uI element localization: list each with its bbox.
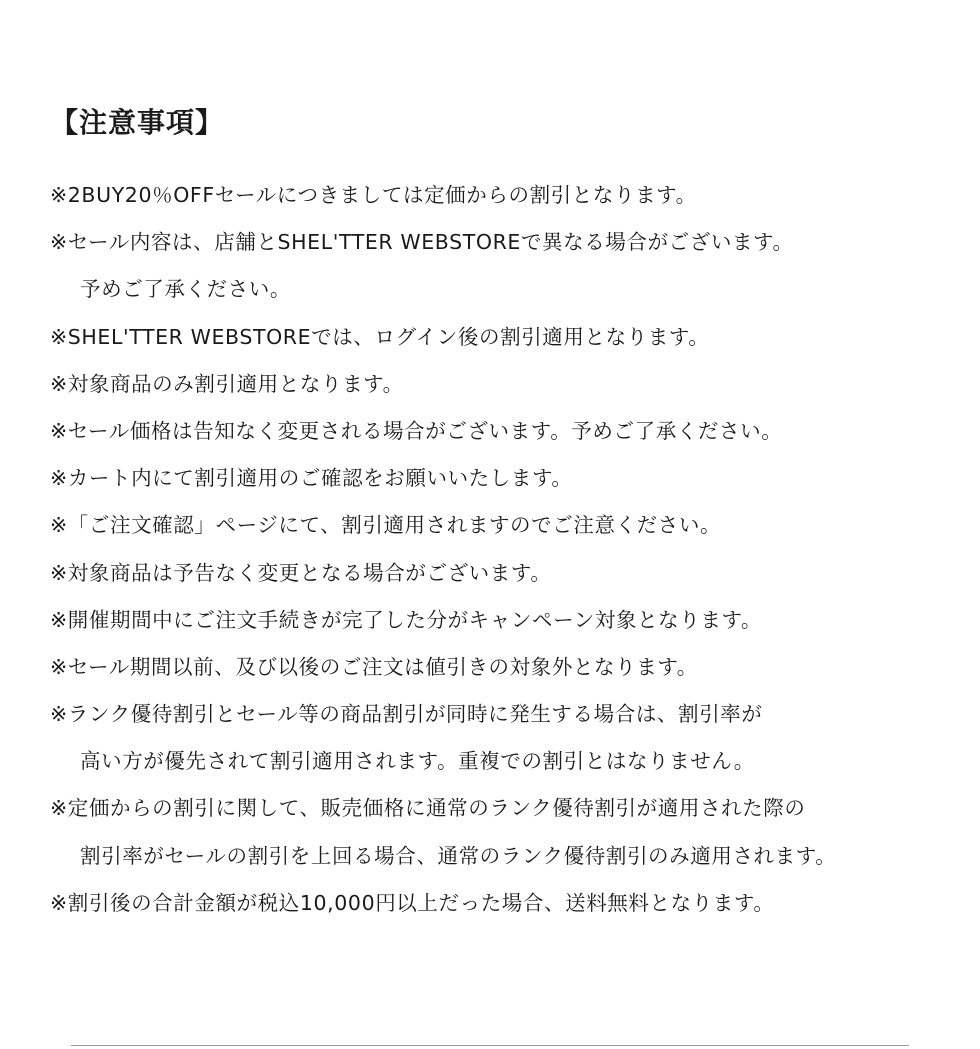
notice-item-campaign-period: ※開催期間中にご注文手続きが完了した分がキャンペーン対象となります。	[50, 607, 763, 632]
notice-item-cart-check: ※カート内にて割引適用のご確認をお願いいたします。	[50, 466, 573, 491]
notice-list	[50, 172, 970, 927]
notice-item-list-price-discount-cont: 割引率がセールの割引を上回る場合、通常のランク優待割引のみ適用されます。	[80, 843, 837, 868]
notice-title: 【注意事項】	[50, 106, 225, 139]
notice-item-target-change: ※対象商品は予告なく変更となる場合がございます。	[50, 560, 552, 585]
notice-item-price-change: ※セール価格は告知なく変更される場合がございます。予めご了承ください。	[50, 418, 783, 443]
notice-item-store-difference: ※セール内容は、店舗とSHEL'TTER WEBSTOREで異なる場合がございます。	[50, 230, 794, 255]
notice-item-rank-discount-cont: 高い方が優先されて割引適用されます。重複での割引とはなりません。	[80, 749, 755, 774]
bottom-divider	[71, 1045, 909, 1046]
notice-item-order-confirm-page: ※「ご注文確認」ページにて、割引適用されますのでご注意ください。	[50, 513, 722, 538]
notice-item-store-difference-cont: 予めご了承ください。	[80, 277, 291, 302]
notice-item-rank-discount: ※ランク優待割引とセール等の商品割引が同時に発生する場合は、割引率が	[50, 702, 763, 727]
notice-item-outside-period: ※セール期間以前、及び以後のご注文は値引きの対象外となります。	[50, 654, 698, 679]
notice-item-list-price-discount: ※定価からの割引に関して、販売価格に通常のランク優待割引が適用された際の	[50, 796, 806, 821]
notice-item-discount-basis: ※2BUY20％OFFセールにつきましては定価からの割引となります。	[50, 183, 697, 207]
notice-item-login-discount: ※SHEL'TTER WEBSTOREでは、ログイン後の割引適用となります。	[50, 324, 710, 349]
notice-item-target-only: ※対象商品のみ割引適用となります。	[50, 371, 404, 396]
notice-item-free-shipping: ※割引後の合計金額が税込10,000円以上だった場合、送料無料となります。	[50, 890, 775, 915]
